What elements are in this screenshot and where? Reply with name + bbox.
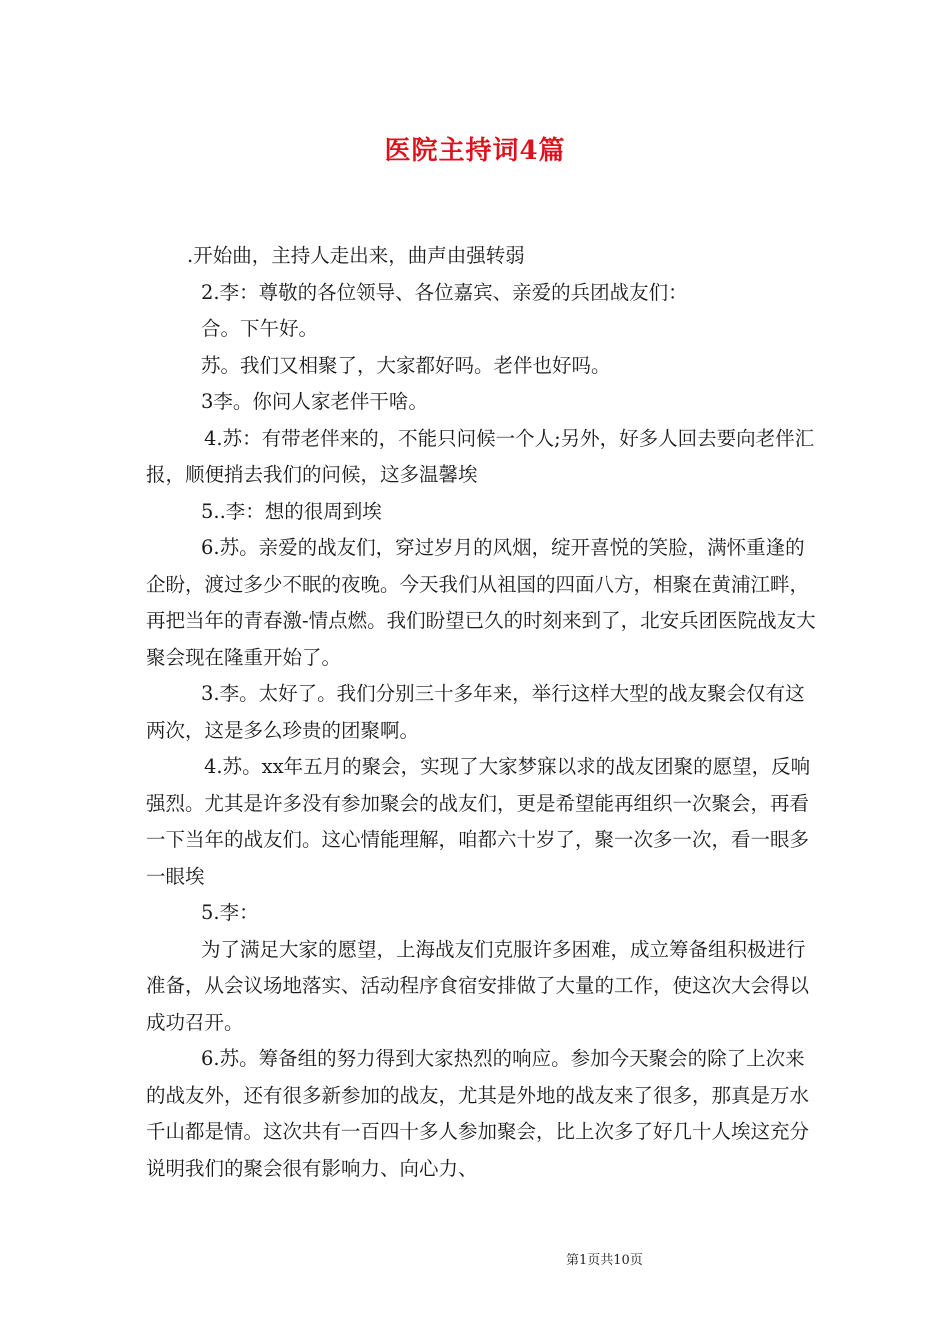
paragraph: 为了满足大家的愿望，上海战友们克服许多困难，成立筹备组积极进行准备，从会议场地落实、活动程序食宿安排做了大量的工作，使这次大会得以成功召开。 (146, 937, 810, 1034)
paragraph: 4.苏：有带老伴来的，不能只问候一个人;另外，好多人回去要向老伴汇报，顺便捎去我们的问候，这多温馨埃 (146, 426, 815, 486)
paragraph: 合。下午好。 (201, 317, 319, 340)
document-body (146, 238, 816, 1187)
document-title: 医院主持词4篇 (384, 136, 566, 166)
paragraph: 6.苏。亲爱的战友们，穿过岁月的风烟，绽开喜悦的笑脸，满怀重逢的企盼，渡过多少不眠的夜晚。今天我们从祖国的四面八方，相聚在黄浦江畔，再把当年的青春激-情点燃。我们盼望已久的时刻来到了，北安兵团医院战友大聚会现在隆重开始了。 (146, 536, 816, 669)
paragraph: 3李。你问人家老伴干啥。 (201, 390, 428, 413)
paragraph: .开始曲，主持人走出来，曲声由强转弱 (187, 244, 525, 267)
paragraph: 苏。我们又相聚了，大家都好吗。老伴也好吗。 (201, 353, 611, 377)
paragraph: 6.苏。筹备组的努力得到大家热烈的响应。参加今天聚会的除了上次来的战友外，还有很多新参加的战友，尤其是外地的战友来了很多，那真是万水千山都是情。这次共有一百四十多人参加聚会，比上次多了好几十人埃这充分说明我们的聚会很有影响力、向心力、 (146, 1047, 810, 1180)
paragraph: 5..李：想的很周到埃 (201, 499, 382, 523)
paragraph: 3.李。太好了。我们分别三十多年来，举行这样大型的战友聚会仅有这两次，这是多么珍贵的团聚啊。 (146, 682, 805, 742)
paragraph: 5.李： (201, 901, 259, 924)
paragraph: 2.李：尊敬的各位领导、各位嘉宾、亲爱的兵团战友们： (201, 280, 688, 304)
page-number: 第1页共10页 (566, 1253, 643, 1268)
paragraph: 4.苏。xx年五月的聚会，实现了大家梦寐以求的战友团聚的愿望，反响强烈。尤其是许多没有参加聚会的战友们，更是希望能再组织一次聚会，再看一下当年的战友们。这心情能理解，咱都六十岁了，聚一次多一次，看一眼多一眼埃 (146, 755, 811, 888)
